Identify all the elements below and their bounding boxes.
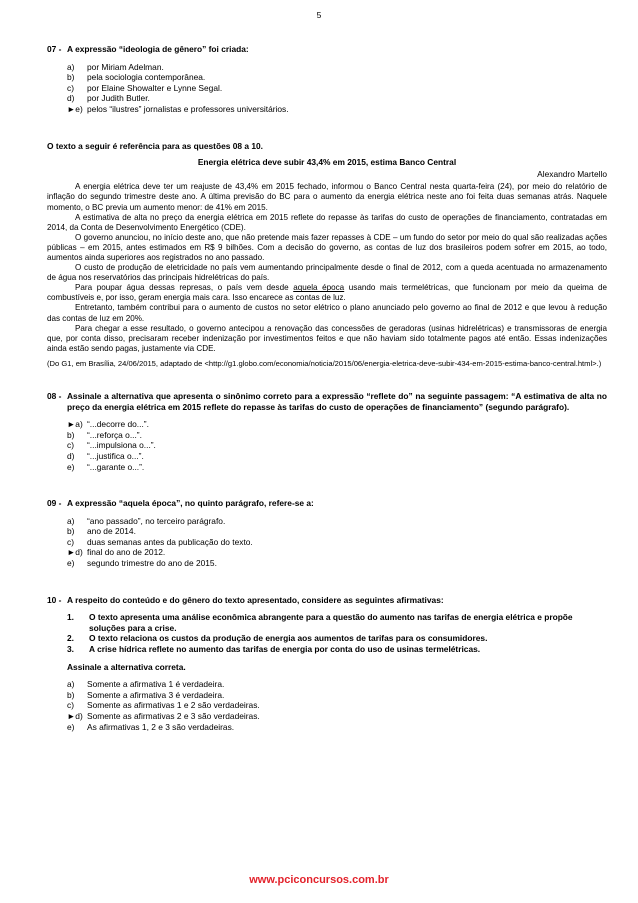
option-letter: e): [67, 558, 75, 569]
question-09: [47, 498, 607, 569]
source-citation: (Do G1, em Brasília, 24/06/2015, adaptado de <http://g1.globo.com/economia/noticia/2015/06/energia-eletrica-deve-subir-434-em-2015-estima-banco-central.html>.): [47, 358, 602, 368]
option-letter: c): [67, 82, 74, 93]
article-title: Energia elétrica deve subir 43,4% em 2015, estima Banco Central: [197, 157, 457, 168]
option-d: [67, 451, 607, 462]
option-list: [67, 419, 607, 472]
option-d: [67, 711, 607, 722]
option-e: [67, 104, 607, 115]
option-e: [67, 722, 607, 733]
option-letter: b): [67, 72, 75, 83]
question-08: [47, 391, 607, 472]
option-letter: e): [67, 461, 75, 472]
option-text: Somente as afirmativas 2 e 3 são verdadeiras.: [87, 711, 260, 721]
question-07: [47, 44, 607, 115]
option-c: [67, 440, 607, 451]
option-text: “ano passado”, no terceiro parágrafo.: [87, 515, 226, 526]
option-text: Somente as afirmativas 1 e 2 são verdadeiras.: [87, 700, 260, 711]
paragraph-6: Entretanto, também contribui para o aumento de custos no setor elétrico o plano anunciado pelo governo ao final de 2012 e que levou à redução das contas de luz em 20%.: [47, 303, 607, 323]
option-letter: a): [67, 515, 75, 526]
paragraph-5-start: Para poupar água dessas represas, o país vem desde: [75, 283, 294, 293]
underlined-phrase: aquela época: [293, 283, 345, 293]
option-letter: a): [67, 61, 75, 72]
option-d: [67, 547, 607, 558]
option-letter: b): [67, 689, 75, 700]
option-a: [67, 419, 607, 430]
option-letter: c): [67, 536, 74, 547]
question-number: 08 -: [47, 390, 62, 401]
option-letter: ►d): [67, 547, 83, 558]
option-text: Somente a afirmativa 1 é verdadeira.: [87, 679, 225, 690]
option-text: por Elaine Showalter e Lynne Segal.: [87, 82, 223, 93]
question-text: A expressão “ideologia de gênero” foi criada:: [67, 44, 249, 54]
question-number: 09 -: [47, 498, 62, 509]
option-letter: e): [67, 721, 75, 732]
option-a: [67, 62, 607, 73]
option-text: segundo trimestre do ano de 2015.: [87, 558, 217, 569]
passage: [47, 141, 607, 369]
option-letter: c): [67, 700, 74, 711]
option-c: [67, 700, 607, 711]
option-a: [67, 516, 607, 527]
option-b: [67, 690, 607, 701]
affirmative-2: [67, 633, 607, 644]
option-text: “...impulsiona o...”.: [87, 440, 156, 451]
paragraph-4: O custo de produção de eletricidade no país vem aumentando principalmente desde o final de 2012, com a queda acentuada no armazenamento de água nos reservatórios das principais hidrelétricas do país.: [47, 263, 607, 283]
affirmative-number: 3.: [67, 644, 74, 655]
option-list: [67, 679, 607, 732]
option-text: pela sociologia contemporânea.: [87, 72, 206, 83]
option-text: “...decorre do...”.: [87, 419, 149, 430]
page-number: 5: [316, 10, 322, 20]
footer-website-link[interactable]: www.pciconcursos.com.br: [249, 874, 389, 886]
option-letter: b): [67, 429, 75, 440]
paragraph-2: A estimativa de alta no preço da energia elétrica em 2015 reflete do repasse às tarifas do custo de operações de financiamento, contratadas em 2014, da Conta de Desenvolvimento Energético (CDE).: [47, 212, 607, 232]
question-number: 10 -: [47, 594, 62, 605]
option-text: por Judith Butler.: [87, 93, 150, 104]
option-b: [67, 430, 607, 441]
option-text: final do ano de 2012.: [87, 547, 166, 558]
affirmative-number: 2.: [67, 633, 74, 644]
affirmative-text: O texto apresenta uma análise econômica abrangente para a questão do aumento nas tarifas de energia elétrica e propõe soluções para a crise.: [89, 612, 573, 633]
question-text: Assinale a alternativa que apresenta o sinônimo correto para a expressão “reflete do” na seguinte passagem: “A estimativa de alta no preço da energia elétrica em 2015 reflete do repasse às tarifas do custo de operações de financiamento” (segundo parágrafo).: [67, 390, 607, 412]
passage-intro: O texto a seguir é referência para as questões 08 a 10.: [47, 140, 263, 151]
instruction: Assinale a alternativa correta.: [67, 661, 186, 672]
option-text: As afirmativas 1, 2 e 3 são verdadeiras.: [87, 721, 235, 732]
option-text: ano de 2014.: [87, 526, 136, 537]
option-text: pelos “ilustres” jornalistas e professores universitários.: [87, 103, 289, 114]
option-text: duas semanas antes da publicação do texto.: [87, 536, 253, 547]
affirmative-text: A crise hídrica reflete no aumento das tarifas de energia por conta do uso de usinas termelétricas.: [89, 644, 481, 655]
option-b: [67, 72, 607, 83]
paragraph-1: A energia elétrica deve ter um reajuste de 43,4% em 2015 fechado, informou o Banco Central nesta quarta-feira (24), por meio do relatório de inflação do segundo trimestre deste ano. A última previsão do BC para o aumento da energia elétrica neste ano foi feita duas semanas atrás. Naquele momento, o BC previa um aumento menor: de 41% em 2015.: [47, 182, 607, 212]
affirmative-list: [67, 612, 607, 654]
option-list: [67, 62, 607, 115]
paragraph-5-end: usando mais termelétricas, que funcionam por meio da queima de combustíveis e, por isso, geram energia mais cara. Isso encarece as contas de luz.: [47, 283, 608, 303]
option-text: “...reforça o...”.: [87, 429, 142, 440]
question-number: 07 -: [47, 44, 62, 54]
paragraph-7: Para chegar a esse resultado, o governo antecipou a renovação das concessões de geradoras (usinas hidrelétricas) e transmissoras de energia que, por conta disso, precisaram receber indenização por investimentos feitos e que não haviam sido totalmente pagos até então. Essas indenizações ainda estão sendo pagas, justamente via CDE.: [47, 323, 607, 353]
question-10: [47, 595, 607, 733]
question-text: A expressão “aquela época”, no quinto parágrafo, refere-se a:: [67, 498, 314, 509]
article-author: Alexandro Martello: [537, 168, 607, 179]
page-content: [47, 44, 607, 732]
option-list: [67, 516, 607, 569]
paragraph-5: [47, 283, 607, 303]
option-letter: c): [67, 440, 74, 451]
option-b: [67, 526, 607, 537]
option-c: [67, 83, 607, 94]
affirmative-1: [67, 612, 607, 633]
option-letter: a): [67, 679, 75, 690]
option-letter: b): [67, 526, 75, 537]
option-letter: d): [67, 450, 75, 461]
paragraph-3: O governo anunciou, no início deste ano, que não pretende mais fazer repasses à CDE – um fundo do setor por meio do qual são realizadas ações públicas – em 2015, antes estimados em R$ 9 bilhões. Com a decisão do governo, as contas de luz dos brasileiros podem sofrer em 2015, ao todo, aumentos ainda superiores aos registrados no ano passado.: [47, 232, 607, 262]
option-e: [67, 558, 607, 569]
option-letter: d): [67, 93, 75, 104]
option-c: [67, 537, 607, 548]
affirmative-3: [67, 644, 607, 655]
option-text: por Miriam Adelman.: [87, 61, 164, 72]
option-letter: ►e): [67, 103, 83, 114]
option-text: “...garante o...”.: [87, 461, 145, 472]
affirmative-text: O texto relaciona os custos da produção de energia aos aumentos de tarifas para os consumidores.: [89, 633, 488, 644]
option-text: “...justifica o...”.: [87, 450, 144, 461]
option-d: [67, 93, 607, 104]
option-text: Somente a afirmativa 3 é verdadeira.: [87, 689, 225, 700]
option-letter: ►d): [67, 711, 83, 721]
question-text: A respeito do conteúdo e do gênero do texto apresentado, considere as seguintes afirmativas:: [67, 594, 444, 605]
option-letter: ►a): [67, 419, 83, 430]
affirmative-number: 1.: [67, 612, 74, 623]
option-e: [67, 462, 607, 473]
option-a: [67, 679, 607, 690]
